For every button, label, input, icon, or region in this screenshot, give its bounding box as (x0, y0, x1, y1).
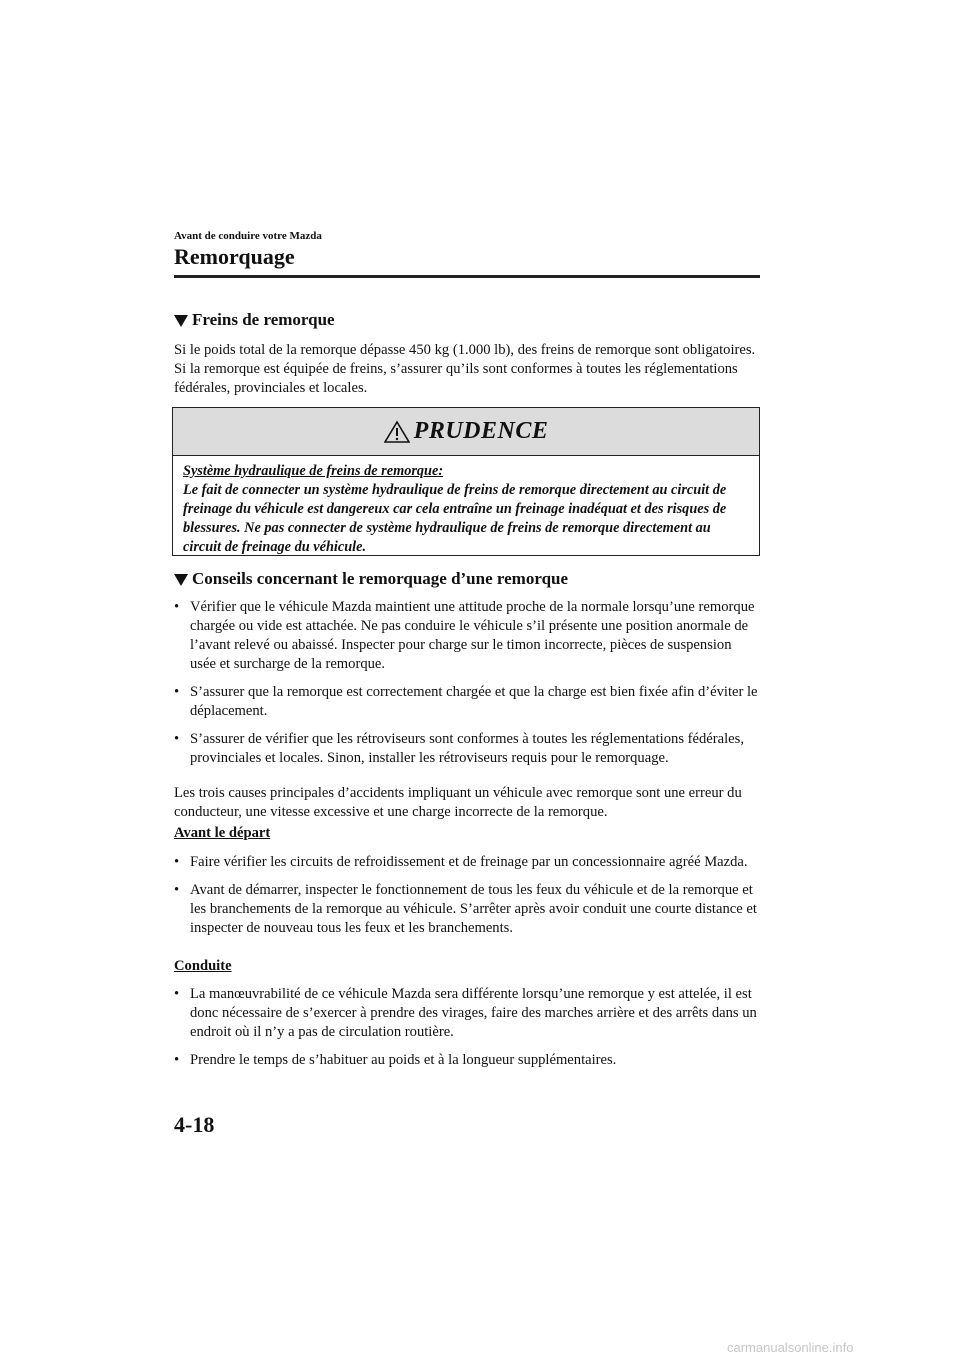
list-item (174, 853, 760, 872)
bullet: • (174, 986, 180, 1002)
bullet: • (174, 1052, 180, 1068)
warning-triangle-icon (384, 420, 410, 444)
list-item-text: Prendre le temps de s’habituer au poids et à la longueur supplémentaires. (190, 1052, 617, 1068)
accident-causes-paragraph: Les trois causes principales d’accidents impliquant un véhicule avec remorque sont une erreur du conducteur, une vitesse excessive et une charge incorrecte de la remorque. (174, 785, 742, 820)
section-kicker: Avant de conduire votre Mazda (174, 230, 322, 242)
heading-trailer-brakes (174, 310, 335, 330)
list-item (174, 683, 760, 721)
triangle-down-icon (174, 574, 188, 586)
list-item (174, 730, 760, 768)
heading-text: Freins de remorque (192, 310, 335, 329)
bullet: • (174, 731, 180, 747)
bullet: • (174, 599, 180, 615)
bullet: • (174, 854, 180, 870)
watermark: carmanualsonline.info (727, 1340, 854, 1355)
list-item-text: S’assurer que la remorque est correctement chargée et que la charge est bien fixée afin d’éviter le déplacement. (190, 684, 758, 719)
caution-text: Le fait de connecter un système hydraulique de freins de remorque directement au circuit de freinage du véhicule est dangereux car cela entraîne un freinage inadéquat et des risques de blessures. Ne pas connecter de système hydraulique de freins de remorque directement au circuit de freinage du véhicule. (183, 482, 727, 555)
caution-box (172, 407, 760, 556)
heading-text: Conseils concernant le remorquage d’une remorque (192, 569, 569, 588)
triangle-down-icon (174, 315, 188, 327)
trailer-brakes-paragraph: Si le poids total de la remorque dépasse 450 kg (1.000 lb), des freins de remorque sont obligatoires. Si la remorque est équipée de freins, s’assurer qu’ils sont conformes à toutes les réglementations fédérales, provinciales et locales. (174, 342, 756, 396)
list-item (174, 598, 760, 674)
list-item (174, 881, 760, 938)
list-item (174, 985, 760, 1042)
page-title: Remorquage (174, 244, 295, 269)
towing-tips-list (174, 598, 760, 777)
subheading-driving: Conduite (174, 958, 232, 974)
list-item-text: Faire vérifier les circuits de refroidissement et de freinage par un concessionnaire agréé Mazda. (190, 854, 748, 870)
bullet: • (174, 684, 180, 700)
heading-towing-tips (174, 569, 568, 589)
page-number: 4-18 (174, 1112, 215, 1137)
list-item-text: Avant de démarrer, inspecter le fonctionnement de tous les feux du véhicule et de la remorque et les branchements de la remorque au véhicule. S’arrêter après avoir conduit une courte distance et inspecter de nouveau tous les feux et les branchements. (190, 882, 757, 936)
header-rule (174, 275, 760, 278)
caution-title: PRUDENCE (413, 418, 549, 444)
list-item-text: La manœuvrabilité de ce véhicule Mazda sera différente lorsqu’une remorque y est attelée, il est donc nécessaire de s’exercer à prendre des virages, faire des marches arrière et des arrêts dans un endroit où il n’y a pas de circulation routière. (190, 986, 757, 1040)
driving-list (174, 985, 760, 1079)
before-departure-list (174, 853, 760, 947)
subheading-before-departure: Avant le départ (174, 825, 271, 841)
caution-body (173, 456, 759, 557)
bullet: • (174, 882, 180, 898)
list-item-text: S’assurer de vérifier que les rétroviseurs sont conformes à toutes les réglementations fédérales, provinciales et locales. Sinon, installer les rétroviseurs requis pour le remorquage. (190, 731, 744, 766)
list-item (174, 1051, 760, 1070)
caution-subtitle: Système hydraulique de freins de remorque: (183, 463, 444, 479)
list-item-text: Vérifier que le véhicule Mazda maintient une attitude proche de la normale lorsqu’une remorque chargée ou vide est attachée. Ne pas conduire le véhicule s’il présente une position anormale de l’avant relevé ou abaissé. Inspecter pour charge sur le timon incorrecte, pièces de suspension usée et surcharge de la remorque. (190, 599, 755, 672)
caution-header (173, 408, 759, 456)
